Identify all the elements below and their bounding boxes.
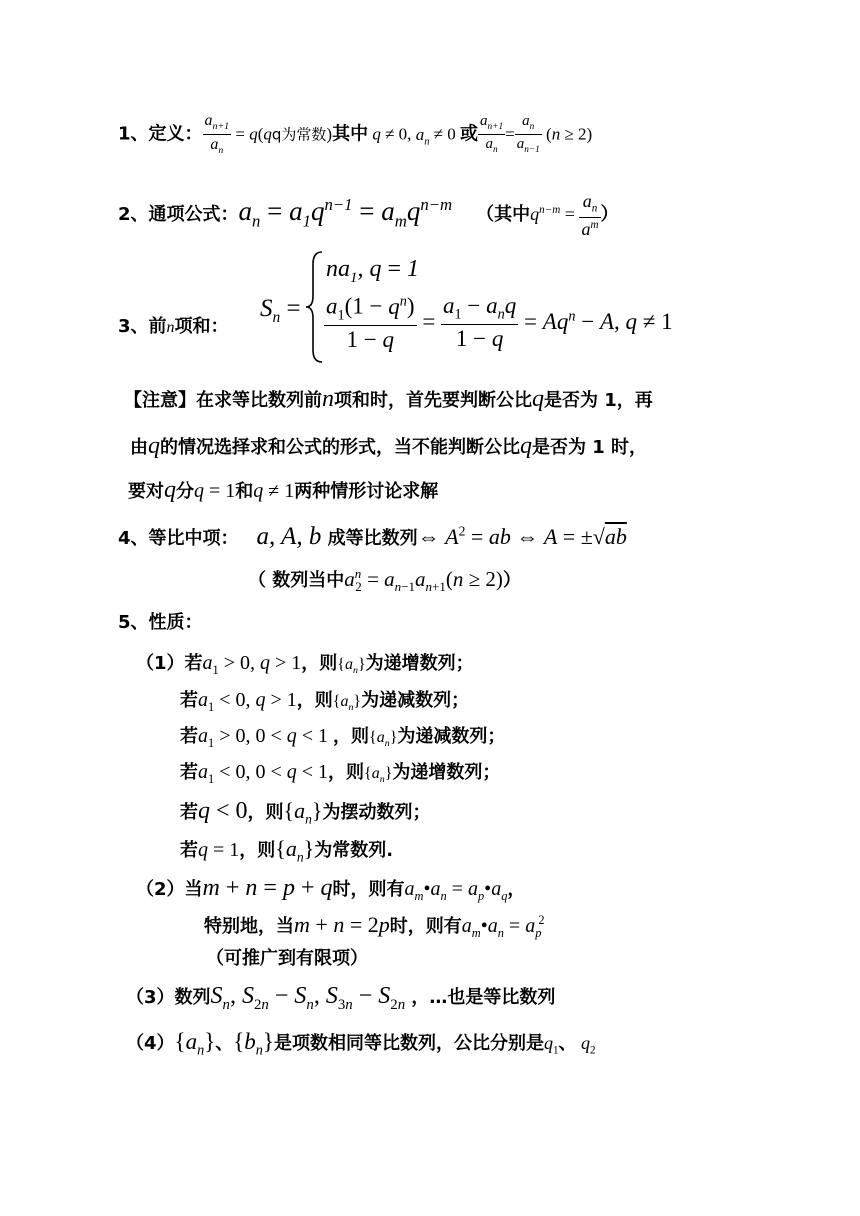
- definition-label: 1、定义：: [118, 123, 203, 145]
- property-2-line-1: （2）当m + n = p + q时，则有$a_m•a_n$ = $a_p•a_q$，: [136, 875, 526, 903]
- property-2-line-2: 特别地，当m + n = 2p时，则有$a_m•a_n = a_p^2$: [204, 912, 545, 940]
- property-1-line-4: 若$a_1 < 0$, 0 < q < 1，则$\{a_n\}$为递增数列；: [180, 761, 501, 786]
- note-line-1: 【注意】在求等比数列前n项和时，首先要判断公比q是否为 1，再: [124, 386, 653, 412]
- sum-symbol: $S_n$ =: [260, 295, 301, 326]
- property-1-line-3: 若$a_1 > 0$, 0 < q < 1 ，则$\{a_n\}$为递减数列；: [180, 725, 506, 750]
- properties-label: 5、性质：: [118, 612, 203, 633]
- definition-fraction: $\frac{a_{n+1}}{a_n}$: [204, 112, 230, 157]
- general-term-line: 2、通项公式：$a_n = a_1q^{n-1} = a_mq^{n-m}$ （其中$q^{n-m}$ = $\frac{a_n}{a^m}$ ）: [118, 191, 619, 239]
- geometric-mean-label: 4、等比中项：: [118, 528, 239, 549]
- property-1-line-6: 若q = 1，则$\{a_n\}$为常数列.: [180, 836, 394, 865]
- property-1-line-1: （1）若$a_1 > 0$, q > 1，则$\{a_n\}$为递增数列；: [136, 652, 474, 677]
- definition-note: q为常数: [271, 125, 327, 144]
- geometric-mean-line: 4、等比中项： a, A, b 成等比数列⇔ $A^2$ = ab ⇔ A = ±√ab: [118, 523, 627, 550]
- property-1-line-2: 若$a_1 < 0$, q > 1，则$\{a_n\}$为递减数列；: [180, 689, 470, 714]
- property-2-line-3: （可推广到有限项）: [206, 948, 368, 969]
- sum-brace: [304, 250, 326, 364]
- sum-case-1: $na_1$, q = 1: [326, 256, 419, 286]
- property-4-line: $(4)\{a_n\}$、$\{b_n\}$是项数相同等比数列，公比分别是$q_1$、 $q_2$: [126, 1029, 596, 1059]
- sum-label-line: 3、前n项和：: [118, 316, 229, 337]
- geometric-mean-note: （ 数列当中$a^n_2 = a_{n-1}a_{n+1}(n \ge 2)$）: [248, 566, 521, 595]
- note-line-2: 由q的情况选择求和公式的形式，当不能判断公比q是否为 1 时，: [130, 433, 648, 459]
- sum-case-2: $\frac{a_1(1 - q^n)}{1 - q}$ = $\frac{a_1 - a_nq}{1 - q}$ = $Aq^n - A$, q ≠ 1: [326, 293, 673, 352]
- general-term-formula: $a_n = a_1q^{n-1} = a_mq^{n-m}$: [238, 194, 453, 231]
- note-line-3: 要对q分q = 1和q ≠ 1两种情形讨论求解: [128, 477, 439, 503]
- definition-line: 1、定义： $\frac{a_{n+1}}{a_n}$ = q(qq为常数)其中 q ≠ 0, $a_n \ne 0$ 或 $\frac{a_{n+1}}{a_n}$ = $\frac{a_n}{a_{n-1}}$ (n ≥ 2): [118, 112, 593, 157]
- property-1-line-5: 若q < 0，则$\{a_n\}$为摆动数列；: [180, 798, 431, 827]
- property-3-line: （3）数列$S_n$, $S_{2n} - S_n$, $S_{3n} - S_{2n}$ ，…也是等比数列: [126, 983, 556, 1013]
- general-term-label: 2、通项公式：: [118, 203, 239, 225]
